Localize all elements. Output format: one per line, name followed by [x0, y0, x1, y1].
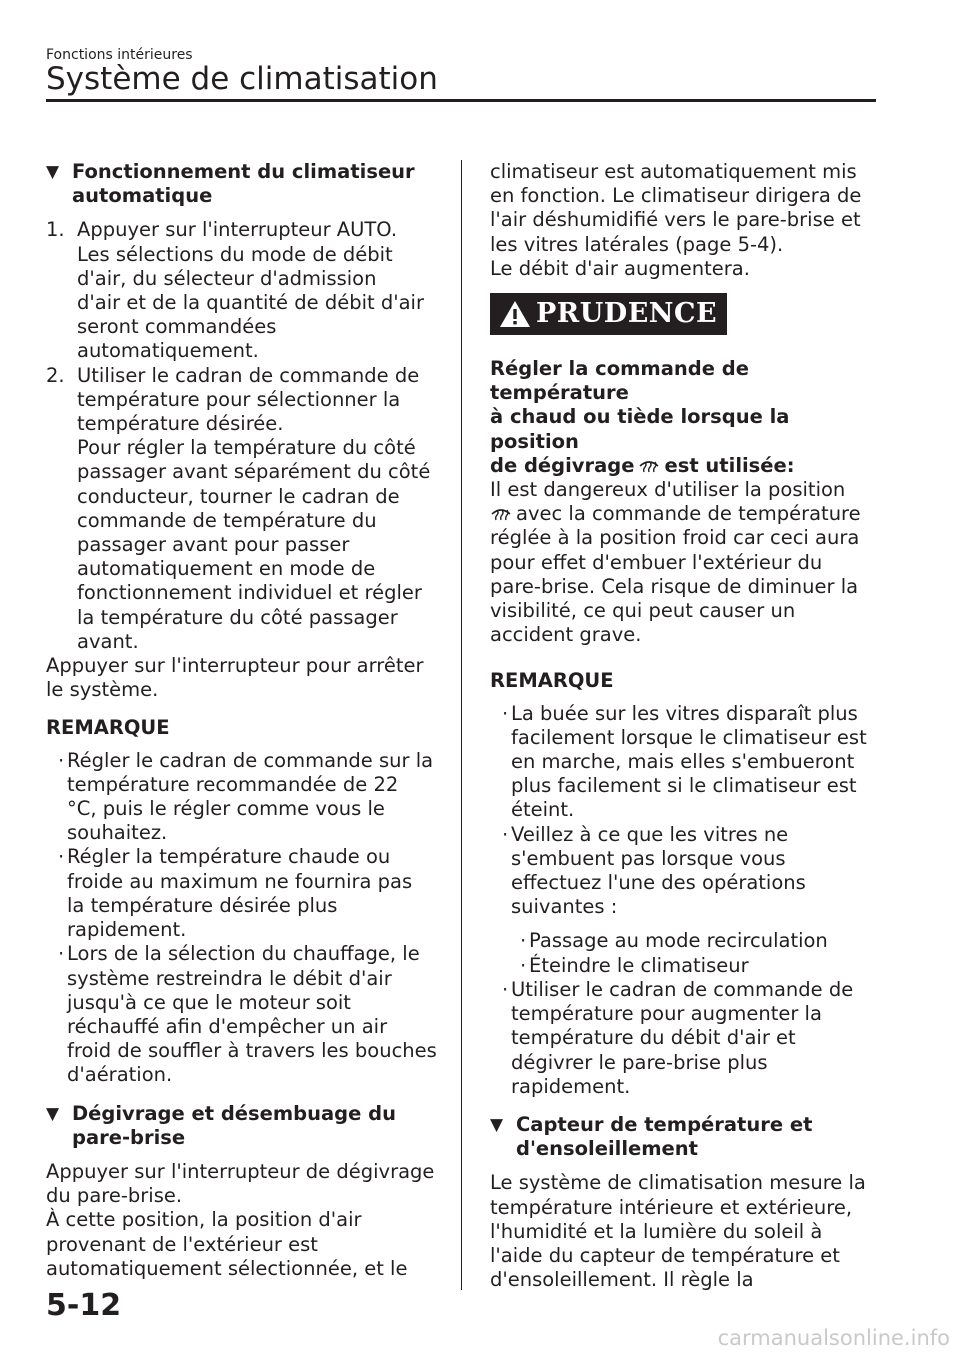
remark-label: REMARQUE	[46, 716, 170, 740]
spacer	[490, 919, 878, 929]
sub-bullet	[490, 954, 878, 978]
text-line: température du débit d'air et	[511, 1026, 796, 1050]
text-line: la température désirée plus	[67, 893, 338, 917]
text-span: est utilisée:	[664, 453, 795, 477]
step-1	[46, 218, 438, 363]
text-line: souhaitez.	[67, 821, 168, 845]
text-line: Appuyer sur l'interrupteur de dégivrage	[46, 1159, 435, 1183]
step-number: 2.	[46, 363, 65, 387]
caution-badge	[490, 293, 727, 335]
header-rule	[46, 99, 876, 102]
heading-line: pare-brise	[72, 1125, 186, 1149]
text-line-with-icon	[490, 502, 878, 526]
text-line: automatiquement en mode de	[77, 557, 376, 581]
heading-defrost	[46, 1102, 438, 1150]
heading-line: d'ensoleillement	[516, 1137, 698, 1161]
text-line: Régler la commande de température	[490, 357, 749, 405]
text-line: d'aération.	[67, 1063, 173, 1087]
header-section: Fonctions intérieures	[46, 47, 193, 63]
text-line: La buée sur les vitres disparaît plus	[511, 701, 858, 725]
sub-bullet	[490, 929, 878, 953]
text-line: température pour augmenter la	[511, 1002, 822, 1026]
heading-sensor	[490, 1113, 878, 1161]
text-line: passager avant séparément du côté	[77, 460, 431, 484]
text-line: Régler le cadran de commande sur la	[67, 748, 434, 772]
text-line: température intérieure et extérieure,	[490, 1195, 853, 1219]
text-line: froide au maximum ne fournira pas	[67, 869, 413, 893]
caution-label: PRUDENCE	[536, 297, 718, 329]
text-line: l'air déshumidifié vers le pare-brise et	[490, 208, 861, 232]
text-line: Utiliser le cadran de commande de	[511, 977, 854, 1001]
text-line: Éteindre le climatiseur	[529, 953, 749, 977]
text-line: plus facilement si le climatiseur est	[511, 774, 857, 798]
bullet-dot: ·	[58, 942, 65, 966]
text-line: rapidement.	[511, 1074, 631, 1098]
paragraph-defrost	[46, 1160, 438, 1281]
text-line: système restreindra le débit d'air	[67, 966, 392, 990]
bullet-dot: ·	[58, 845, 65, 869]
text-line: fonctionnement individuel et régler	[77, 581, 422, 605]
text-line: suivantes :	[511, 895, 618, 919]
text-line: Le débit d'air augmentera.	[490, 256, 750, 280]
left-column	[46, 160, 438, 1281]
text-line: Pour régler la température du côté	[77, 436, 416, 460]
text-line: °C, puis le régler comme vous le	[67, 797, 385, 821]
warning-heading	[490, 357, 878, 478]
bullet-dot: ·	[502, 977, 509, 1001]
right-column	[490, 160, 878, 1292]
column-divider	[461, 160, 462, 1290]
heading-line: Dégivrage et désembuage du	[72, 1101, 396, 1125]
heading-line: Fonctionnement du climatiseur	[72, 160, 415, 183]
watermark: carmanualsonline.info	[717, 1326, 950, 1350]
triangle-marker-icon: ▼	[490, 1114, 504, 1135]
text-line: provenant de l'extérieur est	[46, 1232, 318, 1256]
text-line: pare-brise. Cela risque de diminuer la	[490, 574, 859, 598]
text-line: température pour sélectionner la	[77, 387, 401, 411]
heading-line: automatique	[72, 184, 213, 208]
text-line: d'ensoleillement. Il règle la	[490, 1268, 754, 1292]
remark-bullet	[46, 749, 438, 846]
text-line: le système.	[46, 678, 159, 702]
text-line: Passage au mode recirculation	[529, 929, 828, 953]
remark-bullet	[490, 702, 878, 823]
remark-label: REMARQUE	[490, 669, 614, 693]
text-line: froid de souffler à travers les bouches	[67, 1039, 437, 1063]
text-line: du pare-brise.	[46, 1184, 183, 1208]
bullet-dot: ·	[502, 822, 509, 846]
text-line: température désirée.	[77, 412, 284, 436]
text-line: automatiquement sélectionnée, et le	[46, 1256, 408, 1280]
text-line: la température du côté passager	[77, 605, 398, 629]
text-line: pour effet d'embuer l'extérieur du	[490, 550, 823, 574]
step-2	[46, 364, 438, 654]
windshield-defrost-icon	[638, 456, 660, 474]
text-line: à chaud ou tiède lorsque la position	[490, 405, 790, 453]
text-span: de dégivrage	[490, 453, 635, 477]
text-line: effectuez l'une des opérations	[511, 871, 806, 895]
remark-bullet	[490, 978, 878, 1099]
text-line: Il est dangereux d'utiliser la position	[490, 478, 846, 502]
text-line: Veillez à ce que les vitres ne	[511, 822, 789, 846]
text-line: accident grave.	[490, 623, 642, 647]
warning-text	[490, 478, 878, 647]
text-line: visibilité, ce qui peut causer un	[490, 599, 796, 623]
text-line: passager avant pour passer	[77, 533, 350, 557]
text-line: en marche, mais elles s'embueront	[511, 750, 855, 774]
text-line: en fonction. Le climatiseur dirigera de	[490, 184, 862, 208]
text-line-with-icon	[490, 454, 878, 478]
text-line: avant.	[77, 629, 139, 653]
text-line: éteint.	[511, 798, 575, 822]
paragraph-continued	[490, 160, 878, 281]
text-line: commande de température du	[77, 508, 377, 532]
text-line: les vitres latérales (page 5-4).	[490, 232, 784, 256]
warning-icon	[498, 299, 532, 329]
heading-automatic	[46, 160, 438, 208]
text-line: d'air, du sélecteur d'admission	[77, 266, 377, 290]
text-span: avec la commande de température	[516, 502, 861, 526]
text-line: Les sélections du mode de débit	[77, 242, 393, 266]
windshield-defrost-icon	[490, 504, 512, 522]
remark-bullet	[490, 823, 878, 920]
text-line: Régler la température chaude ou	[67, 845, 391, 869]
text-line: dégivrer le pare-brise plus	[511, 1050, 768, 1074]
text-line: température recommandée de 22	[67, 772, 399, 796]
text-line: s'embuent pas lorsque vous	[511, 846, 786, 870]
text-line: réchauffé afin d'empêcher un air	[67, 1014, 388, 1038]
text-line: l'humidité et la lumière du soleil à	[490, 1219, 823, 1243]
paragraph-sensor	[490, 1171, 878, 1292]
text-line: facilement lorsque le climatiseur est	[511, 725, 867, 749]
remark-bullet	[46, 845, 438, 942]
text-line: l'aide du capteur de température et	[490, 1243, 840, 1267]
text-line: automatiquement.	[77, 339, 259, 363]
text-line: climatiseur est automatiquement mis	[490, 160, 857, 183]
step-number: 1.	[46, 218, 65, 242]
page-number: 5-12	[46, 1288, 122, 1323]
text-line: Appuyer sur l'interrupteur pour arrêter	[46, 654, 424, 678]
text-line: seront commandées	[77, 315, 277, 339]
bullet-dot: ·	[58, 748, 65, 772]
text-line: conducteur, tourner le cadran de	[77, 484, 400, 508]
remark-bullet	[46, 942, 438, 1087]
text-line: rapidement.	[67, 918, 187, 942]
page-title: Système de climatisation	[46, 61, 438, 97]
text-line: Appuyer sur l'interrupteur AUTO.	[77, 218, 398, 242]
heading-line: Capteur de température et	[516, 1112, 813, 1136]
text-line: Le système de climatisation mesure la	[490, 1171, 866, 1195]
text-line: À cette position, la position d'air	[46, 1208, 362, 1232]
bullet-dot: ·	[520, 953, 527, 977]
text-line: d'air et de la quantité de débit d'air	[77, 291, 424, 315]
text-line: Utiliser le cadran de commande de	[77, 363, 420, 387]
paragraph-stop	[46, 654, 438, 702]
triangle-marker-icon: ▼	[46, 1103, 60, 1124]
bullet-dot: ·	[520, 929, 527, 953]
triangle-marker-icon: ▼	[46, 162, 60, 182]
text-line: réglée à la position froid car ceci aura	[490, 526, 860, 550]
text-line: jusqu'à ce que le moteur soit	[67, 990, 351, 1014]
text-line: Lors de la sélection du chauffage, le	[67, 942, 420, 966]
bullet-dot: ·	[502, 701, 509, 725]
